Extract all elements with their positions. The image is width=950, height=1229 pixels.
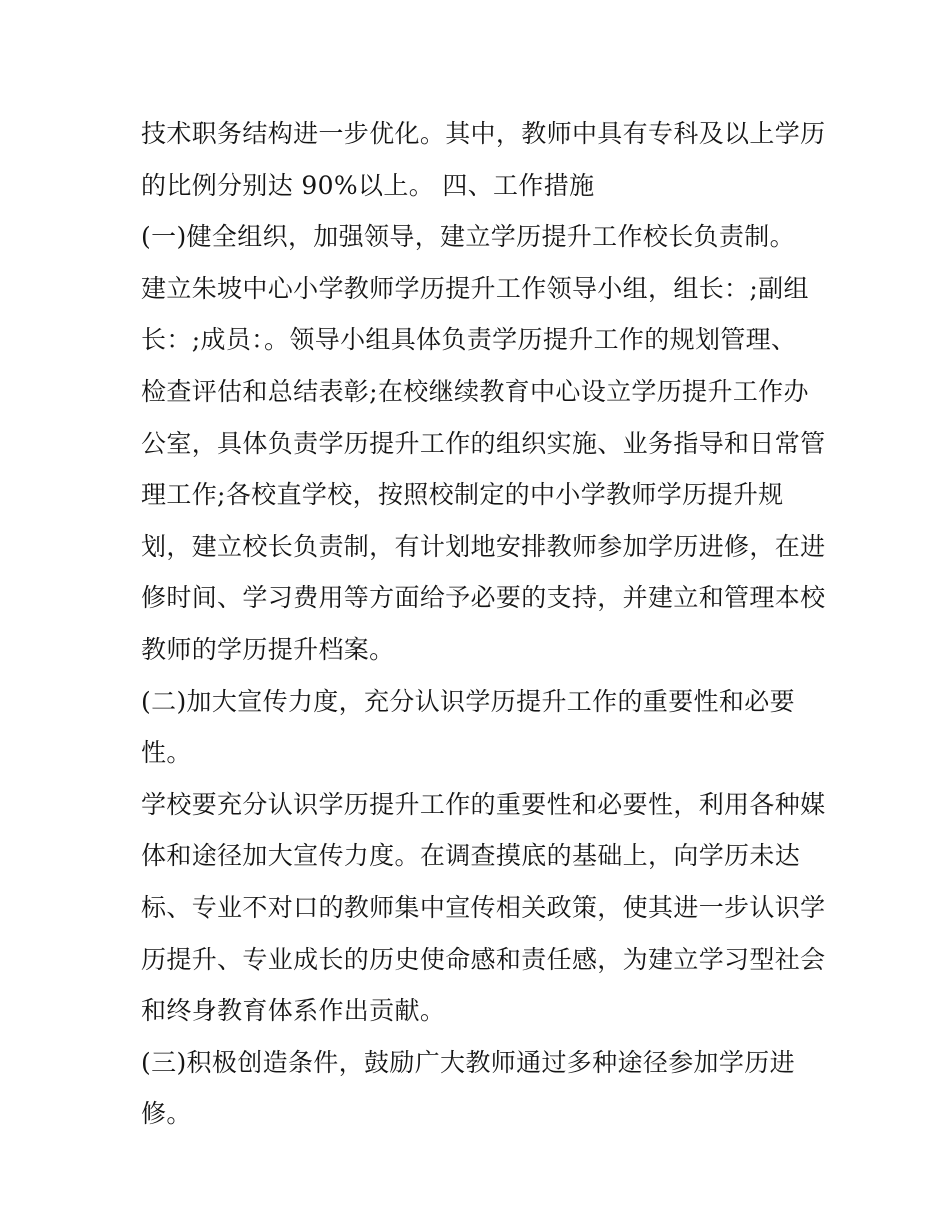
text-line: 的比例分别达 90%以上。 四、工作措施: [141, 170, 595, 200]
text-line: 体和途径加大宣传力度。在调查摸底的基础上，向学历未达: [141, 841, 801, 871]
text-line: 公室，具体负责学历提升工作的组织实施、业务指导和日常管: [141, 428, 826, 458]
text-line: 修时间、学习费用等方面给予必要的支持，并建立和管理本校: [141, 583, 826, 613]
document-body: [141, 108, 831, 1140]
text-line: 学校要充分认识学历提升工作的重要性和必要性，利用各种媒: [141, 789, 826, 819]
text-line: 技术职务结构进一步优化。其中，教师中具有专科及以上学历: [141, 119, 826, 148]
section-heading-3: (三)积极创造条件，鼓励广大教师通过多种途径参加学历进: [141, 1047, 795, 1077]
text-line: 建立朱坡中心小学教师学历提升工作领导小组，组长：;副组: [141, 273, 809, 303]
section-heading-2: (二)加大宣传力度，充分认识学历提升工作的重要性和必要: [141, 686, 795, 716]
text-line: 划，建立校长负责制，有计划地安排教师参加学历进修，在进: [141, 531, 826, 561]
text-line: 理工作;各校直学校，按照校制定的中小学教师学历提升规: [141, 480, 784, 510]
text-line: 和终身教育体系作出贡献。: [141, 996, 446, 1026]
section-heading-3-cont: 修。: [141, 1099, 192, 1129]
text-line: 检查评估和总结表彰;在校继续教育中心设立学历提升工作办: [141, 376, 809, 406]
text-line: 长：;成员：。领导小组具体负责学历提升工作的规划管理、: [141, 325, 797, 355]
text-line: 历提升、专业成长的历史使命感和责任感，为建立学习型社会: [141, 944, 826, 974]
section-heading-2-cont: 性。: [141, 738, 192, 768]
text-line: 教师的学历提升档案。: [141, 634, 395, 664]
section-heading-1: (一)健全组织，加强领导，建立学历提升工作校长负责制。: [141, 222, 795, 252]
text-line: 标、专业不对口的教师集中宣传相关政策，使其进一步认识学: [141, 892, 826, 922]
